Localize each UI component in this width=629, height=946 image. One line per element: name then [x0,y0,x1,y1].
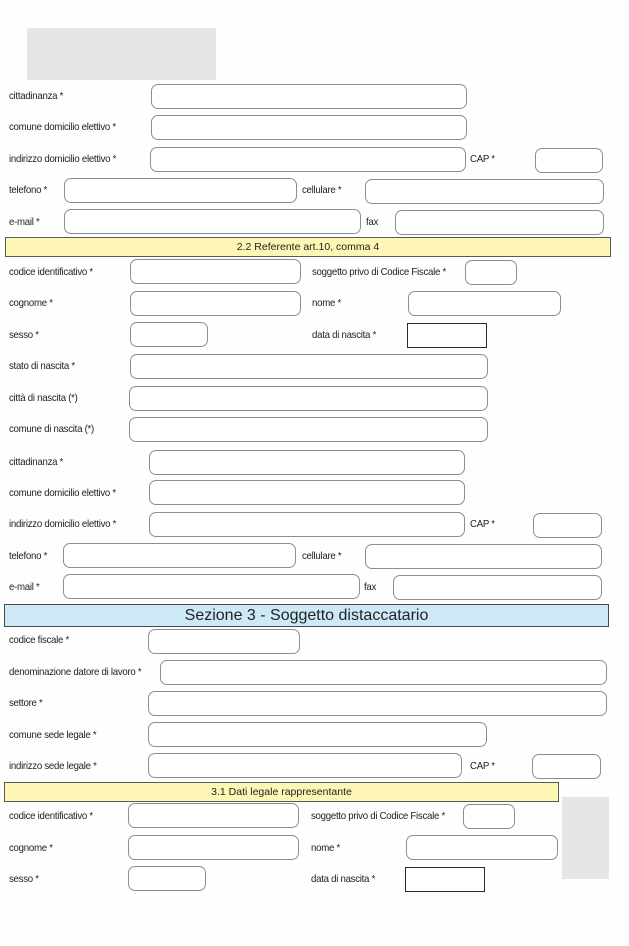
section-3-header: Sezione 3 - Soggetto distaccatario [4,604,609,627]
data-nascita-field[interactable] [407,323,487,348]
cellulare-field[interactable] [365,179,604,204]
label-codice-identificativo-3: codice identificativo * [9,810,93,822]
sesso-field-3[interactable] [128,866,206,891]
comune-domicilio-field-2[interactable] [149,480,465,505]
denominazione-field[interactable] [160,660,607,685]
codice-identificativo-field[interactable] [130,259,301,284]
label-email-2: e-mail * [9,581,40,593]
settore-field[interactable] [148,691,607,716]
telefono-field[interactable] [64,178,297,203]
label-nome-3: nome * [311,842,340,854]
cittadinanza-field-2[interactable] [149,450,465,475]
email-field[interactable] [64,209,361,234]
comune-nascita-field[interactable] [129,417,488,442]
cap-field-3[interactable] [532,754,601,779]
fax-field[interactable] [395,210,604,235]
codice-identificativo-field-3[interactable] [128,803,299,828]
indirizzo-domicilio-field[interactable] [150,147,466,172]
label-telefono-2: telefono * [9,550,48,562]
nome-field[interactable] [408,291,561,316]
data-nascita-field-3[interactable] [405,867,485,892]
label-settore: settore * [9,697,43,709]
label-cittadinanza-2: cittadinanza * [9,456,64,468]
label-cognome: cognome * [9,297,53,309]
citta-nascita-field[interactable] [129,386,488,411]
cittadinanza-field[interactable] [151,84,467,109]
label-comune-sede: comune sede legale * [9,729,97,741]
cognome-field[interactable] [130,291,301,316]
label-telefono: telefono * [9,184,48,196]
label-data-nascita-3: data di nascita * [311,873,376,885]
label-codice-identificativo: codice identificativo * [9,266,93,278]
label-email: e-mail * [9,216,40,228]
label-indirizzo-domicilio: indirizzo domicilio elettivo * [9,153,117,165]
stato-nascita-field[interactable] [130,354,488,379]
label-cellulare: cellulare * [302,184,342,196]
label-comune-nascita: comune di nascita (*) [9,423,94,435]
label-cap-2: CAP * [470,518,495,530]
label-cellulare-2: cellulare * [302,550,342,562]
cap-field[interactable] [535,148,603,173]
fax-field-2[interactable] [393,575,602,600]
sesso-field[interactable] [130,322,208,347]
telefono-field-2[interactable] [63,543,296,568]
label-cittadinanza: cittadinanza * [9,90,64,102]
label-indirizzo-sede: indirizzo sede legale * [9,760,97,772]
label-sesso-3: sesso * [9,873,39,885]
label-cap-3: CAP * [470,760,495,772]
comune-sede-field[interactable] [148,722,487,747]
label-soggetto-privo-3: soggetto privo di Codice Fiscale * [311,810,445,822]
soggetto-privo-field[interactable] [465,260,517,285]
soggetto-privo-field-3[interactable] [463,804,515,829]
label-comune-domicilio-2: comune domicilio elettivo * [9,487,116,499]
label-codice-fiscale: codice fiscale * [9,634,70,646]
redacted-area-top [27,28,216,80]
email-field-2[interactable] [63,574,360,599]
cap-field-2[interactable] [533,513,602,538]
cognome-field-3[interactable] [128,835,299,860]
comune-domicilio-field[interactable] [151,115,467,140]
section-2-2-header: 2.2 Referente art.10, comma 4 [5,237,611,257]
label-indirizzo-domicilio-2: indirizzo domicilio elettivo * [9,518,117,530]
cellulare-field-2[interactable] [365,544,602,569]
label-fax: fax [366,216,379,228]
nome-field-3[interactable] [406,835,558,860]
redacted-area-right [562,797,609,879]
indirizzo-sede-field[interactable] [148,753,462,778]
label-stato-nascita: stato di nascita * [9,360,75,372]
label-nome: nome * [312,297,341,309]
label-sesso: sesso * [9,329,39,341]
label-comune-domicilio: comune domicilio elettivo * [9,121,116,133]
label-denominazione: denominazione datore di lavoro * [9,666,142,678]
codice-fiscale-field[interactable] [148,629,300,654]
label-cap: CAP * [470,153,495,165]
label-data-nascita: data di nascita * [312,329,377,341]
label-soggetto-privo: soggetto privo di Codice Fiscale * [312,266,446,278]
label-cognome-3: cognome * [9,842,53,854]
indirizzo-domicilio-field-2[interactable] [149,512,465,537]
section-3-1-header: 3.1 Dati legale rappresentante [4,782,559,802]
label-citta-nascita: città di nascita (*) [9,392,78,404]
label-fax-2: fax [364,581,377,593]
